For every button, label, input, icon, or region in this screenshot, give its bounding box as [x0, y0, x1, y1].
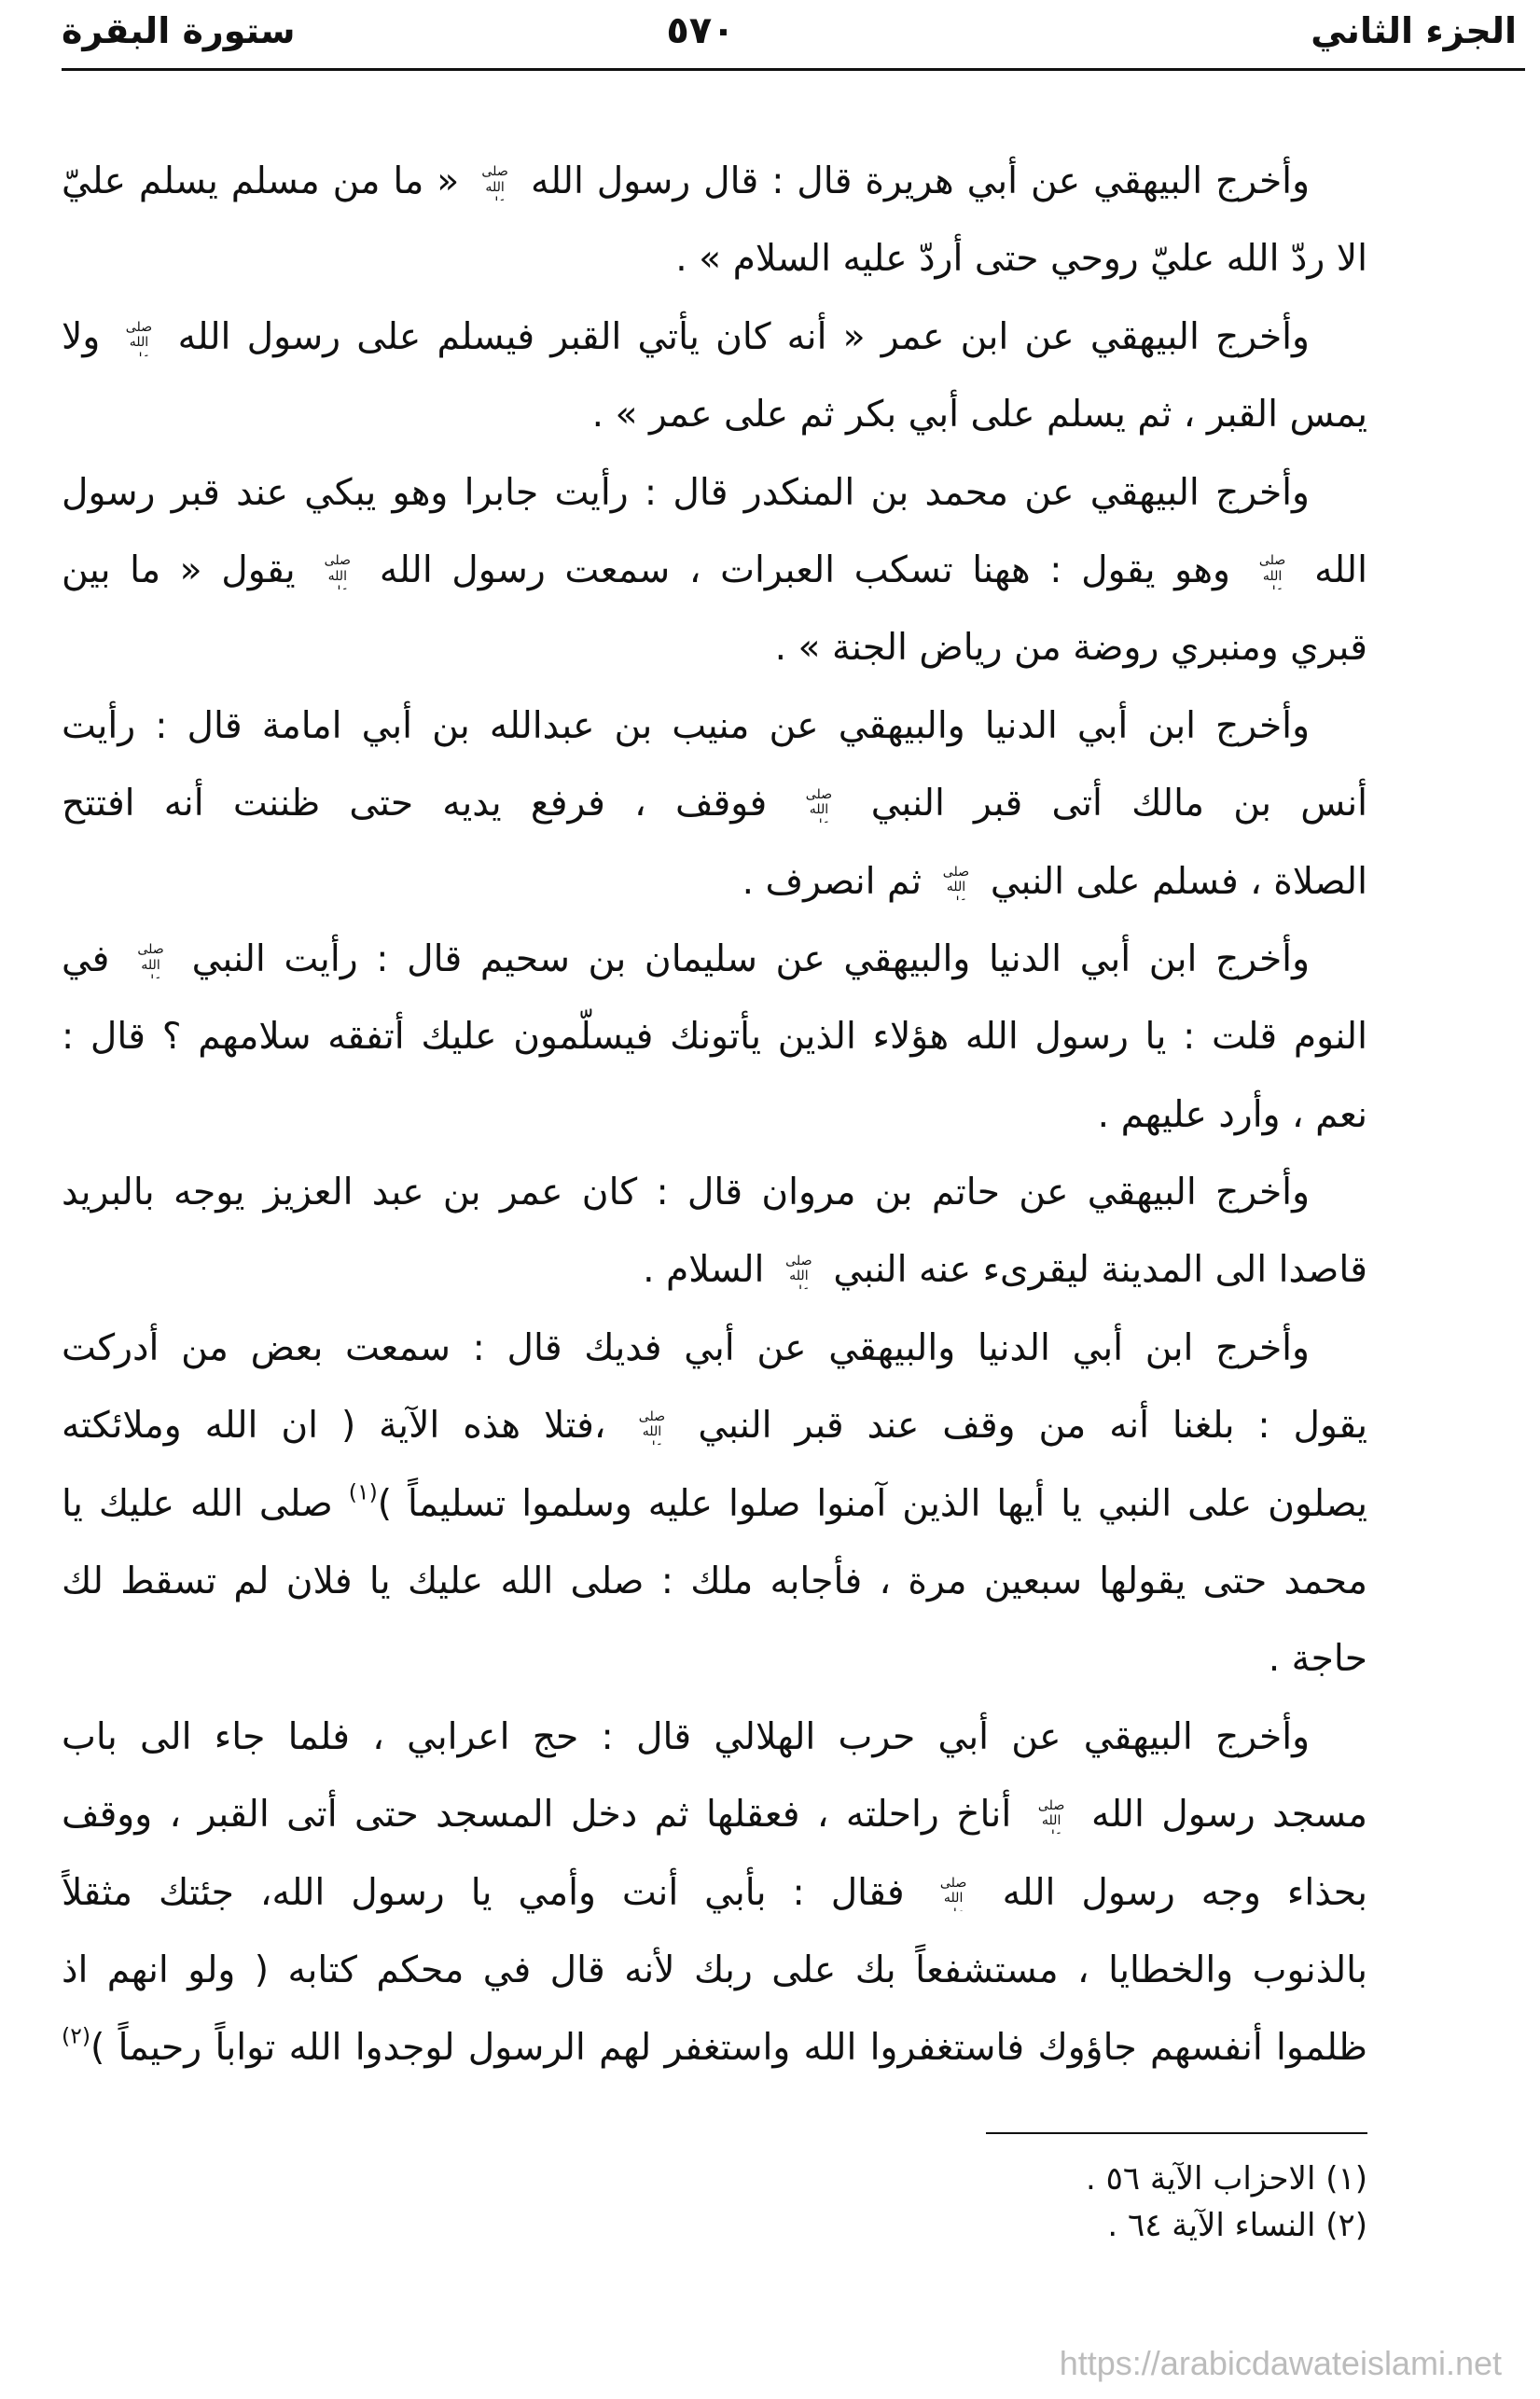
text-line: النوم قلت : يا رسول الله هؤلاء الذين يأتونك فيسلّمون عليك أتفقه سلامهم ؟ قال : [62, 1016, 1367, 1059]
header-rule [62, 68, 1525, 71]
paragraph [62, 687, 1367, 921]
footnote: (١) الاحزاب الآية ٥٦ . [1086, 2160, 1367, 2198]
text-line: يقول : بلغنا أنه من وقف عند قبر النبي ،فتلا هذه الآية ( ان الله وملائكته [62, 1405, 1367, 1448]
header-surah-label: ستورة البقرة [62, 10, 296, 51]
text-line: يصلون على النبي يا أيها الذين آمنوا صلوا عليه وسلموا تسليماً )$^{(١)}$ صلى الله عليك يا [62, 1478, 1367, 1525]
text-line: بحذاء وجه رسول الله فقال : بأبي أنت وأمي يا رسول الله، جئتك مثقلاً [62, 1871, 1367, 1914]
footnote: (٢) النساء الآية ٦٤ . [1107, 2207, 1367, 2244]
honorific-ligature [472, 164, 518, 201]
header-part-label: الجزء الثاني [1311, 10, 1517, 51]
page-number: ٥٧٠ [666, 9, 735, 52]
text-line: الصلاة ، فسلم على النبي ثم انصرف . [742, 860, 1367, 903]
honorific-ligature [128, 942, 173, 978]
footnote-rule [986, 2132, 1367, 2134]
text-line: أنس بن مالك أتى قبر النبي فوقف ، فرفع يديه حتى ظننت أنه افتتح [62, 783, 1367, 825]
text-line: حاجة . [1268, 1638, 1367, 1681]
honorific-ligature [629, 1408, 674, 1445]
honorific-ligature [796, 786, 841, 823]
text-line: مسجد رسول الله أناخ راحلته ، فعقلها ثم دخل المسجد حتى أتى القبر ، ووقف [62, 1794, 1367, 1837]
honorific-ligature [933, 864, 978, 900]
honorific-ligature [1029, 1797, 1075, 1834]
text-line: بالذنوب والخطايا ، مستشفعاً بك على ربك لأنه قال في محكم كتابه ( ولو انهم اذ [62, 1948, 1367, 1991]
footnotes [808, 2156, 1367, 2249]
text-line: يمس القبر ، ثم يسلم على أبي بكر ثم على عمر » . [591, 394, 1367, 437]
page-header [0, 0, 1540, 75]
watermark: https://arabicdawateislami.net [1059, 2344, 1502, 2382]
paragraph [62, 921, 1367, 1154]
honorific-ligature [776, 1253, 822, 1289]
honorific-ligature [931, 1875, 977, 1911]
text-line: وأخرج البيهقي عن محمد بن المنكدر قال : رأيت جابرا وهو يبكي عند قبر رسول [62, 471, 1310, 514]
paragraph [62, 454, 1367, 687]
text-line: نعم ، وأرد عليهم . [1097, 1093, 1367, 1136]
paragraph [62, 1154, 1367, 1310]
footnote-ref: (٢) [62, 2022, 91, 2049]
paragraph [62, 143, 1367, 298]
footnote-ref: (١) [348, 1478, 378, 1505]
text-line: الا ردّ الله عليّ روحي حتى أردّ عليه السلام » . [675, 238, 1367, 281]
text-line: وأخرج ابن أبي الدنيا والبيهقي عن منيب بن عبدالله بن أبي امامة قال : رأيت [62, 704, 1310, 747]
text-line: وأخرج البيهقي عن أبي حرب الهلالي قال : حج اعرابي ، فلما جاء الى باب [62, 1715, 1310, 1758]
text-line: وأخرج ابن أبي الدنيا والبيهقي عن أبي فديك قال : سمعت بعض من أدركت [62, 1326, 1310, 1369]
text-line: وأخرج البيهقي عن ابن عمر « أنه كان يأتي القبر فيسلم على رسول الله ولا [62, 315, 1310, 358]
honorific-ligature [1250, 553, 1296, 589]
paragraph [62, 298, 1367, 454]
paragraph [62, 1699, 1367, 2087]
text-line: وأخرج البيهقي عن أبي هريرة قال : قال رسول الله « ما من مسلم يسلم عليّ [62, 160, 1310, 202]
text-line: قبري ومنبري روضة من رياض الجنة » . [774, 627, 1367, 670]
paragraph [62, 1310, 1367, 1699]
honorific-ligature [314, 553, 360, 589]
text-line: الله وهو يقول : ههنا تسكب العبرات ، سمعت رسول الله يقول « ما بين [62, 548, 1367, 591]
text-line: قاصدا الى المدينة ليقرىء عنه النبي السلام . [643, 1249, 1367, 1292]
text-line: ظلموا أنفسهم جاؤوك فاستغفروا الله واستغفر لهم الرسول لوجدوا الله تواباً رحيماً )$^{(٢)}$ [62, 2022, 1367, 2070]
honorific-ligature [116, 319, 161, 355]
body-text [62, 143, 1367, 2087]
text-line: وأخرج ابن أبي الدنيا والبيهقي عن سليمان بن سحيم قال : رأيت النبي في [62, 937, 1310, 980]
text-line: محمد حتى يقولها سبعين مرة ، فأجابه ملك : صلى الله عليك يا فلان لم تسقط لك [62, 1560, 1367, 1603]
text-line: وأخرج البيهقي عن حاتم بن مروان قال : كان عمر بن عبد العزيز يوجه بالبريد [62, 1172, 1310, 1214]
